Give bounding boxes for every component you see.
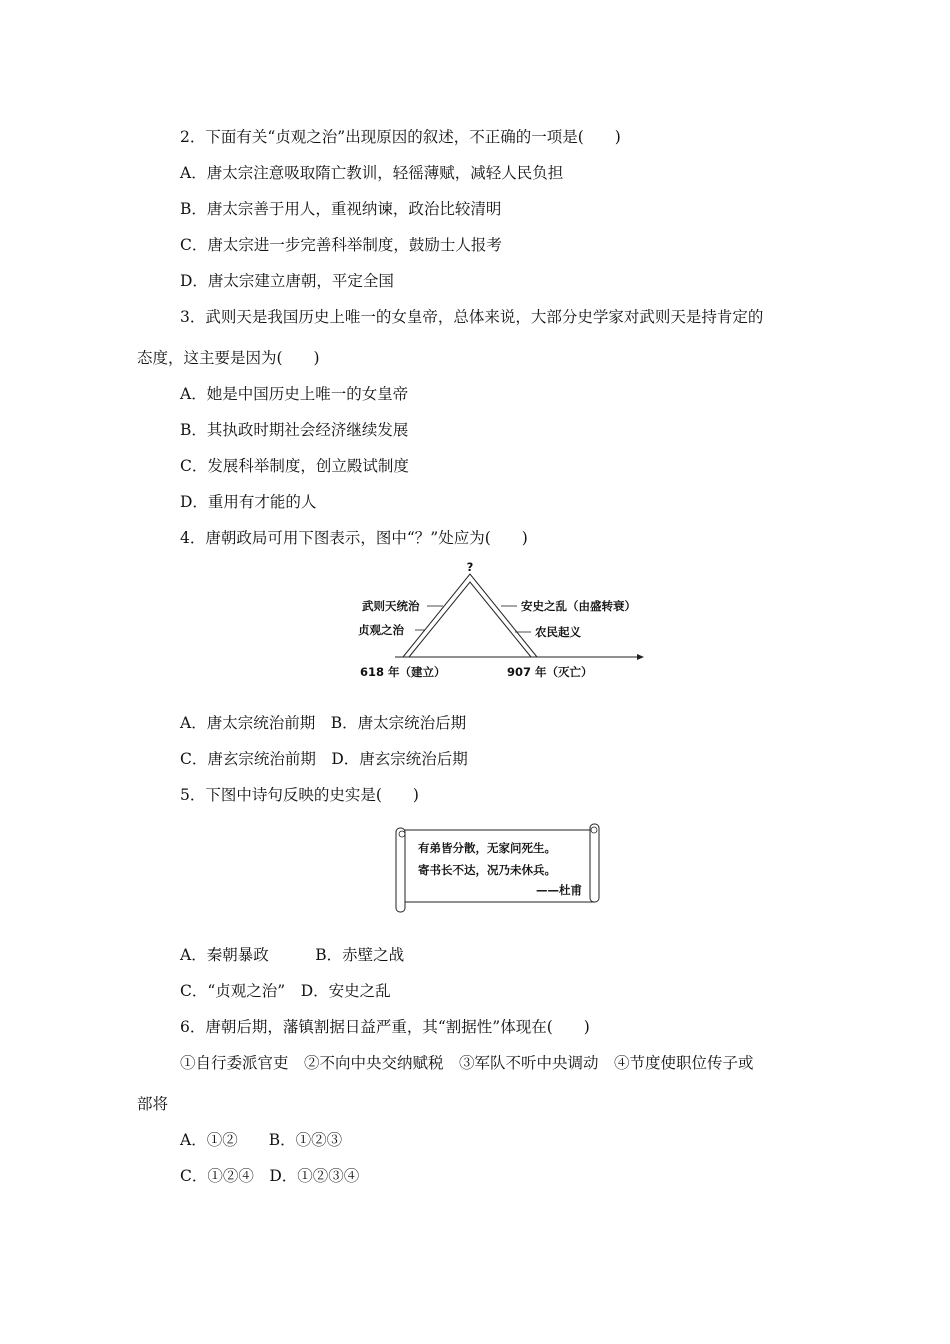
q2-option-c: C．唐太宗进一步完善科举制度，鼓励士人报考	[180, 236, 502, 254]
tang-politics-diagram	[355, 560, 645, 690]
q6-options-ab: A．①② B．①②③	[180, 1131, 343, 1149]
left-upper-label: 武则天统治	[362, 599, 420, 613]
q5-stem: 5．下图中诗句反映的史实是( )	[180, 786, 419, 804]
q5-options-cd: C．“贞观之治” D．安史之乱	[180, 982, 391, 1000]
left-lower-label: 贞观之治	[358, 623, 404, 637]
q3-option-a: A．她是中国历史上唯一的女皇帝	[180, 385, 409, 403]
q5-options-ab: A．秦朝暴政 B．赤壁之战	[180, 946, 405, 964]
q2-option-d: D．唐太宗建立唐朝，平定全国	[180, 272, 394, 290]
mountain-outer-line	[403, 574, 537, 657]
poem-scroll	[392, 822, 604, 914]
poem-line2: 寄书长不达，况乃未休兵。	[418, 863, 556, 877]
poem-author: ——杜甫	[536, 883, 582, 897]
q6-stem: 6．唐朝后期，藩镇割据日益严重，其“割据性”体现在( )	[180, 1018, 590, 1036]
right-lower-label: 农民起义	[535, 625, 581, 639]
timeline-arrowhead	[637, 654, 644, 660]
mountain-inner-line	[409, 582, 531, 657]
q3-stem-line2: 态度，这主要是因为( )	[137, 349, 320, 367]
q6-options-cd: C．①②④ D．①②③④	[180, 1167, 360, 1185]
q4-stem: 4．唐朝政局可用下图表示，图中“？”处应为( )	[180, 529, 528, 547]
scroll-right-roll	[590, 824, 599, 902]
q6-items-line1: ①自行委派官吏 ②不向中央交纳赋税 ③军队不听中央调动 ④节度使职位传子或	[180, 1054, 754, 1072]
q2-option-a: A．唐太宗注意吸取隋亡教训，轻徭薄赋，减轻人民负担	[180, 164, 564, 182]
scroll-left-roll	[396, 828, 405, 912]
poem-line1: 有弟皆分散，无家问死生。	[418, 841, 556, 855]
start-label: 618 年（建立）	[360, 665, 446, 679]
right-upper-label: 安史之乱（由盛转衰）	[521, 599, 636, 613]
q2-option-b: B．唐太宗善于用人，重视纳谏，政治比较清明	[180, 200, 502, 218]
q3-option-d: D．重用有才能的人	[180, 493, 317, 511]
peak-label: ?	[466, 560, 474, 574]
q3-option-b: B．其执政时期社会经济继续发展	[180, 421, 409, 439]
end-label: 907 年（灭亡）	[507, 665, 593, 679]
q2-stem: 2．下面有关“贞观之治”出现原因的叙述，不正确的一项是( )	[180, 128, 621, 146]
q4-options-cd: C．唐玄宗统治前期 D．唐玄宗统治后期	[180, 750, 468, 768]
q3-option-c: C．发展科举制度，创立殿试制度	[180, 457, 409, 475]
q6-items-line2: 部将	[137, 1095, 169, 1113]
q4-options-ab: A．唐太宗统治前期 B．唐太宗统治后期	[180, 714, 467, 732]
q3-stem-line1: 3．武则天是我国历史上唯一的女皇帝，总体来说，大部分史学家对武则天是持肯定的	[180, 308, 764, 326]
